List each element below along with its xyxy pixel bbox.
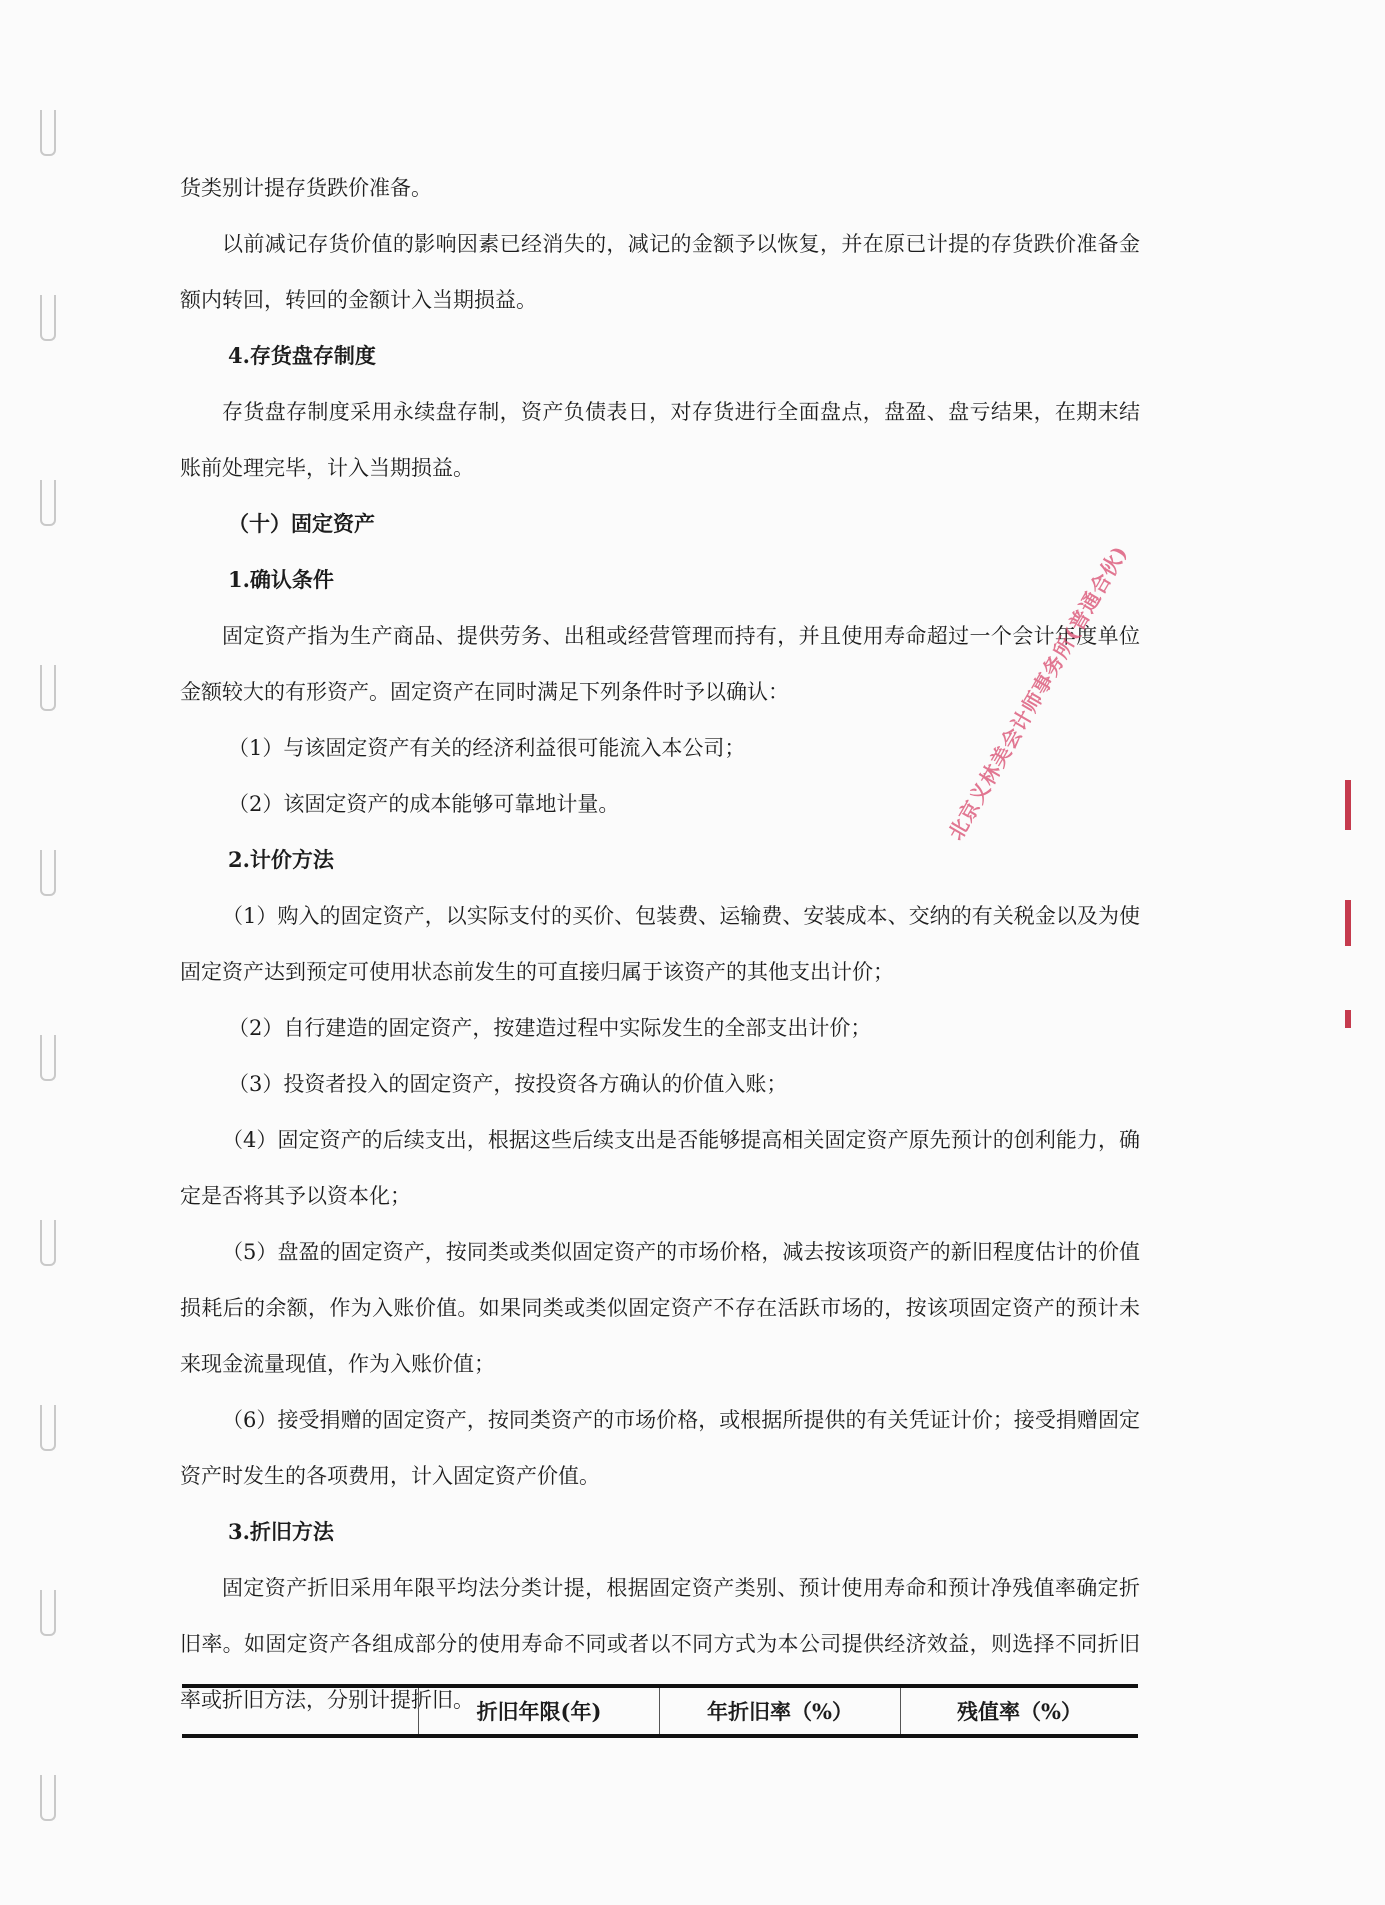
paragraph-definition: 固定资产指为生产商品、提供劳务、出租或经营管理而持有，并且使用寿命超过一个会计年度单位金额较大的有形资产。固定资产在同时满足下列条件时予以确认：: [180, 624, 1140, 704]
firm-seal-stamp: 北京义林美会计师事务所(普通合伙): [943, 541, 1133, 844]
binding-hole: [40, 1220, 56, 1266]
pricing-item-4: （4）固定资产的后续支出，根据这些后续支出是否能够提高相关固定资产原先预计的创利能力，确定是否将其予以资本化；: [180, 1128, 1140, 1208]
pricing-item-3: （3）投资者投入的固定资产，按投资各方确认的价值入账；: [228, 1072, 788, 1096]
binding-hole: [40, 850, 56, 896]
binding-hole: [40, 665, 56, 711]
pricing-item-6: （6）接受捐赠的固定资产，按同类资产的市场价格，或根据所提供的有关凭证计价；接受捐赠固定资产时发生的各项费用，计入固定资产价值。: [180, 1408, 1140, 1488]
edge-mark: [1345, 900, 1351, 946]
table-header-row: [182, 1686, 1138, 1736]
paragraph-depreciation: 固定资产折旧采用年限平均法分类计提，根据固定资产类别、预计使用寿命和预计净残值率确定折旧率。如固定资产各组成部分的使用寿命不同或者以不同方式为本公司提供经济效益，则选择不同折旧率或折旧方法，分别计提折旧。: [180, 1576, 1140, 1712]
paragraph-inventory-tail: 货类别计提存货跌价准备。: [180, 176, 432, 200]
edge-seal-fragment: [1345, 780, 1353, 1040]
edge-mark: [1345, 1010, 1351, 1028]
paragraph-inventory-system: 存货盘存制度采用永续盘存制，资产负债表日，对存货进行全面盘点，盘盈、盘亏结果，在期末结账前处理完毕，计入当期损益。: [180, 400, 1140, 480]
edge-mark: [1345, 780, 1351, 830]
table-header-residual-rate: 残值率（%）: [901, 1686, 1139, 1736]
binding-hole: [40, 1035, 56, 1081]
binding-hole: [40, 1775, 56, 1821]
table-header-category: [182, 1686, 419, 1736]
paragraph-reversal: 以前减记存货价值的影响因素已经消失的，减记的金额予以恢复，并在原已计提的存货跌价准备金额内转回，转回的金额计入当期损益。: [180, 232, 1140, 312]
pricing-item-2: （2）自行建造的固定资产，按建造过程中实际发生的全部支出计价；: [228, 1016, 872, 1040]
pricing-item-5: （5）盘盈的固定资产，按同类或类似固定资产的市场价格，减去按该项资产的新旧程度估计的价值损耗后的余额，作为入账价值。如果同类或类似固定资产不存在活跃市场的，按该项固定资产的预计未来现金流量现值，作为入账价值；: [180, 1240, 1140, 1376]
binding-hole: [40, 1590, 56, 1636]
heading-depreciation: 3.折旧方法: [228, 1519, 334, 1544]
heading-recognition: 1.确认条件: [228, 567, 334, 592]
recognition-item-1: （1）与该固定资产有关的经济利益很可能流入本公司；: [228, 736, 746, 760]
binding-hole: [40, 295, 56, 341]
binding-hole: [40, 480, 56, 526]
binding-hole: [40, 110, 56, 156]
table-header-annual-rate: 年折旧率（%）: [660, 1686, 901, 1736]
section-title-fixed-assets: （十）固定资产: [228, 511, 375, 536]
table-header-years: 折旧年限(年): [419, 1686, 660, 1736]
recognition-item-2: （2）该固定资产的成本能够可靠地计量。: [228, 792, 620, 816]
binding-holes: [40, 0, 60, 1905]
heading-inventory-system: 4.存货盘存制度: [228, 343, 376, 368]
pricing-item-1: （1）购入的固定资产，以实际支付的买价、包装费、运输费、安装成本、交纳的有关税金以及为使固定资产达到预定可使用状态前发生的可直接归属于该资产的其他支出计价；: [180, 904, 1140, 984]
binding-hole: [40, 1405, 56, 1451]
heading-pricing: 2.计价方法: [228, 847, 334, 872]
depreciation-table: [182, 1684, 1138, 1738]
